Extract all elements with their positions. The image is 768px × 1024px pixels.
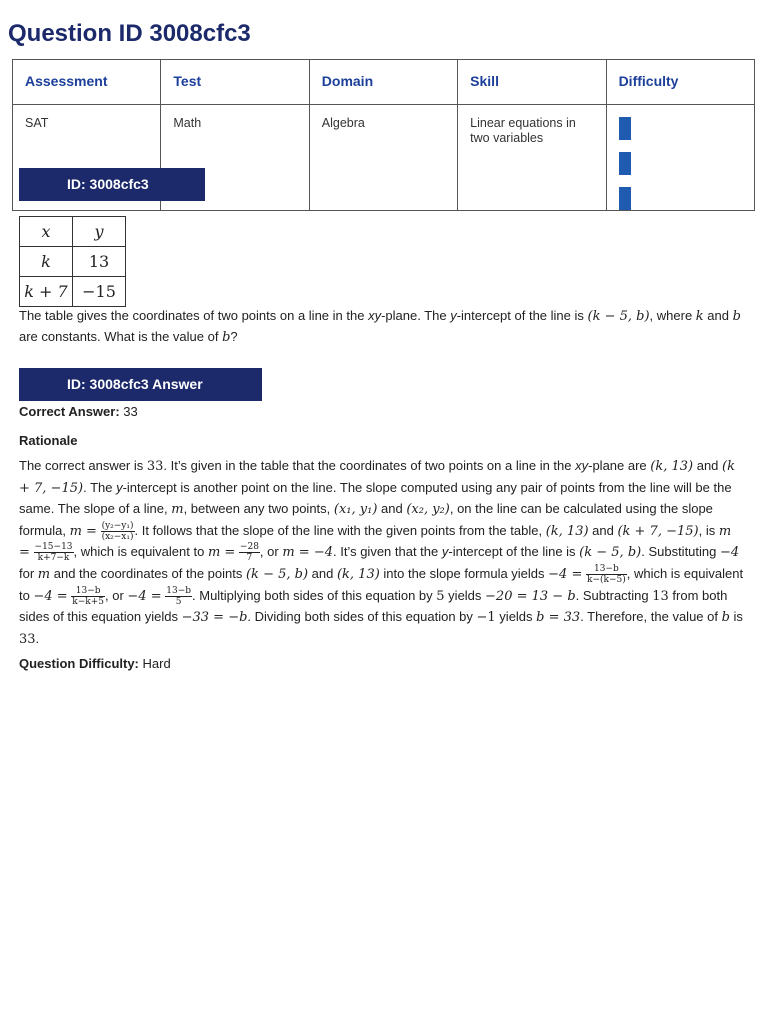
question-difficulty-value: Hard (142, 656, 171, 671)
question-difficulty-label: Question Difficulty: (19, 656, 139, 671)
fraction: $\frac{-28}{7}$ (239, 542, 259, 564)
value-domain: Algebra (309, 105, 457, 211)
table-header-x: x (20, 217, 73, 247)
rationale-heading: Rationale (19, 433, 78, 448)
question-difficulty (19, 654, 745, 674)
value-test: Math (161, 105, 309, 211)
rationale-text: The correct answer is 33. It’s given in the table that the coordinates of two points on a line in the xy-plane are (k, 13) and (k + 7, −15). The y-intercept is another point on the line. The slope computed using any pair of points from the line will be the same. The slope of a line, m, between any two points, (x₁, y₁) and (x₂, y₂), on the line can be calculated using the slope formula, m = $\frac{\text{(y₂−y₁)}}{\text{(x₂−x₁)}}$ . It follows that the slope of the line with the given points from the table, (k, 13) and (k + 7, −15), is m = $\frac{-15-13}{k+7-k}$ , which is equivalent to m = $\frac{-28}{7}$ , or m = −4. It’s given that the y-intercept of the line is (k − 5, b). Substituting −4 for m and the coordinates of the points (k − 5, b) and (k, 13) into the slope formula yields −4 = $\frac{13-b}{k-(k-5)}$ , which is equivalent to −4 = $\frac{13-b}{k-k+5}$ , or −4 = $\frac{13-b}{5}$ . Multiplying both sides of this equation by 5 yields −20 = 13 − b. Subtracting 13 from both sides of this equation yields −33 = −b. Dividing both sides of this equation by −1 yields b = 33. Therefore, the value of b is 33. (19, 458, 744, 647)
page-title: Question ID 3008cfc3 (8, 20, 251, 47)
value-assessment: SAT (13, 105, 161, 211)
header-domain: Domain (309, 60, 457, 105)
table-header-y: y (73, 217, 126, 247)
value-skill: Linear equations in two variables (458, 105, 606, 211)
correct-answer (19, 402, 745, 422)
coordinate-table (19, 216, 126, 307)
correct-answer-value: 33 (123, 404, 138, 419)
value-difficulty (606, 105, 754, 211)
header-difficulty: Difficulty (606, 60, 754, 105)
header-assessment: Assessment (13, 60, 161, 105)
fraction: $\frac{13-b}{5}$ (166, 585, 192, 607)
fraction: $\frac{-15-13}{k+7-k}$ (34, 542, 73, 564)
question-text: The table gives the coordinates of two points on a line in the xy-plane. The y-intercept of the line is (k − 5, b), where k and b are constants. What is the value of b? (19, 308, 741, 345)
question-id-bar: ID: 3008cfc3 (19, 168, 205, 201)
table-cell: k (20, 247, 73, 277)
fraction: $\frac{13-b}{k-(k-5)}$ (586, 564, 626, 586)
table-cell: k + 7 (20, 277, 73, 307)
difficulty-bar-1 (619, 117, 631, 140)
correct-answer-label: Correct Answer: (19, 404, 120, 419)
answer-id-bar: ID: 3008cfc3 Answer (19, 368, 262, 401)
header-skill: Skill (458, 60, 606, 105)
table-cell: 13 (73, 247, 126, 277)
difficulty-bar-2 (619, 152, 631, 175)
difficulty-bar-3 (619, 187, 631, 210)
table-cell: −15 (73, 277, 126, 307)
fraction: $\frac{13-b}{k-k+5}$ (72, 585, 105, 607)
fraction: $\frac{\text{(y₂−y₁)}}{\text{(x₂−x₁)}}$ (101, 520, 134, 542)
header-test: Test (161, 60, 309, 105)
